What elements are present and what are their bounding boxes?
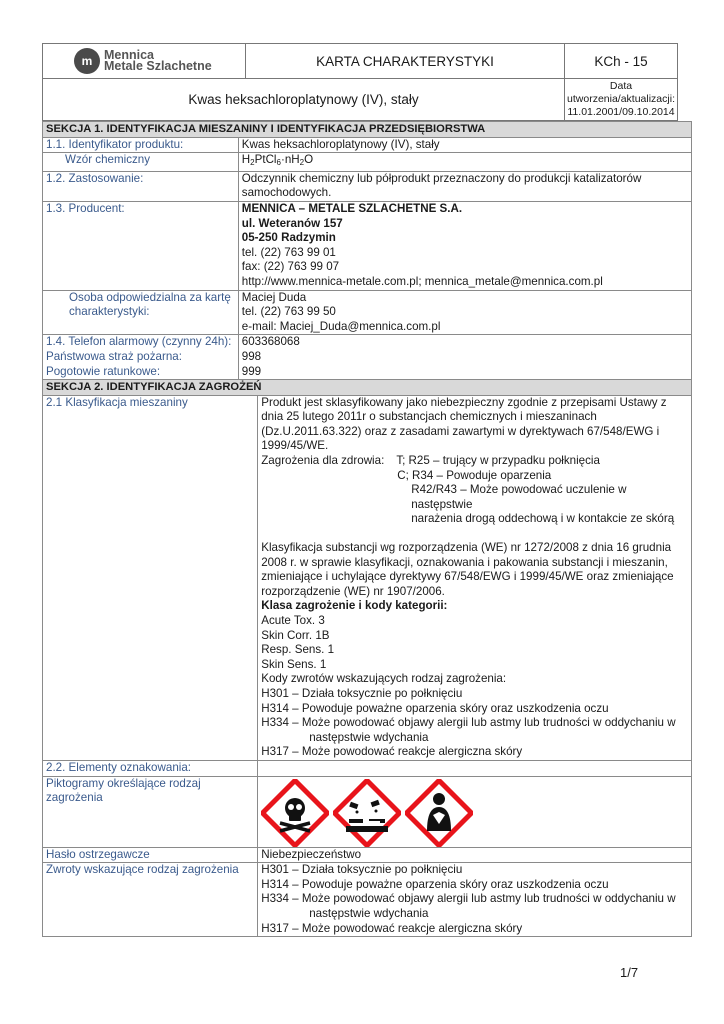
formula-label: Wzór chemiczny [43,153,239,172]
health-hazards-label: Zagrożenia dla zdrowia: [261,454,385,468]
skull-crossbones-icon [261,779,329,847]
phrase-h301: H301 – Działa toksycznie po połknięciu [261,863,463,877]
producer-tel: tel. (22) 763 99 01 [241,245,336,259]
category-resp-sens: Resp. Sens. 1 [261,643,335,657]
contact-name: Maciej Duda [241,290,307,304]
pictograms-label: Piktogramy określające rodzaj zagrożenia [43,776,258,847]
classification-label: 2.1 Klasyfikacja mieszaniny [43,395,258,760]
contact-value [238,290,691,335]
identifier-label: 1.1. Identyfikator produktu: [43,137,239,153]
logo-cell [43,44,246,79]
company-logo [44,45,244,77]
emergency-label-24h: 1.4. Telefon alarmowy (czynny 24h): [46,335,232,349]
health-hazard-1: T; R25 – trujący w przypadku połknięcia [396,454,600,468]
phrase-h314: H314 – Powoduje poważne oparzenia skóry oraz uszkodzenia oczu [261,877,609,891]
phrase-h317: H317 – Może powodować reakcje alergiczna skóry [261,921,523,935]
producer-web-email[interactable]: http://www.mennica-metale.com.pl; mennica_metale@mennica.com.pl [241,274,603,288]
hazard-h334: H334 – Może powodować objawy alergii lub astmy lub trudności w oddychaniu w [261,716,676,730]
classification-value [258,395,692,760]
date-block [565,79,678,121]
document-title: KARTA CHARAKTERYSTYKI [246,44,565,79]
product-title: Kwas heksachloroplatynowy (IV), stały [43,79,565,121]
logo-line-1: Mennica [104,48,155,62]
codes-heading: Kody zwrotów wskazujących rodzaj zagrożenia: [261,672,507,686]
phrase-h334-cont: następstwie wdychania [309,906,429,920]
phrase-h334: H334 – Może powodować objawy alergii lub astmy lub trudności w oddychaniu w [261,892,676,906]
producer-value [238,201,691,290]
section-2-heading: SEKCJA 2. IDENTYFIKACJA ZAGROŻEŃ [43,380,692,396]
producer-street: ul. Weteranów 157 [241,216,343,230]
emergency-labels [43,335,239,380]
hazard-phrases-label: Zwroty wskazujące rodzaj zagrożenia [43,863,258,937]
logo-mark-icon: m [74,48,100,74]
corrosion-icon [333,779,401,847]
signal-word-value: Niebezpieczeństwo [258,847,692,863]
producer-city: 05-250 Radzymin [241,231,336,245]
hazard-h317: H317 – Może powodować reakcje alergiczna skóry [261,745,523,759]
emergency-value-fire: 998 [241,349,262,363]
emergency-values [238,335,691,380]
hazard-h314: H314 – Powoduje poważne oparzenia skóry oraz uszkodzenia oczu [261,701,609,715]
signal-word-label: Hasło ostrzegawcze [43,847,258,863]
emergency-value-24h: 603368068 [241,335,300,349]
logo-line-2: Metale Szlachetne [104,59,212,73]
date-value: 11.01.2001/09.10.2014 [567,106,675,118]
document-header [42,43,678,121]
category-acute-tox: Acute Tox. 3 [261,614,325,627]
label-elements-label: 2.2. Elementy oznakowania: [43,760,258,776]
health-hazard-2: C; R34 – Powoduje oparzenia [397,468,552,482]
category-skin-corr: Skin Corr. 1B [261,628,330,642]
health-hazard-icon [405,779,473,847]
category-skin-sens: Skin Sens. 1 [261,657,327,671]
sds-table [42,121,692,937]
producer-fax: fax: (22) 763 99 07 [241,260,340,274]
contact-email[interactable]: e-mail: Maciej_Duda@mennica.com.pl [241,319,441,333]
page-number: 1/7 [620,965,639,980]
classification-intro: Produkt jest sklasyfikowany jako niebezpieczny zgodnie z przepisami Ustawy z dnia 25 lutego 2011r o substancjach chemicznych i mieszaninach (Dz.U.2011.63.322) oraz z zasadami zawartymi w dyrektywach 67/548/EWG i 1999/45/WE. [261,395,667,453]
emergency-value-ambulance: 999 [241,364,262,378]
producer-name: MENNICA – METALE SZLACHETNE S.A. [241,201,463,215]
emergency-label-fire: Państwowa straż pożarna: [46,349,182,363]
contact-label: Osoba odpowiedzialna za kartę charakterystyki: [43,290,239,335]
use-label: 1.2. Zastosowanie: [43,171,239,201]
hazard-phrases-value [258,863,692,937]
hazard-h334-cont: następstwie wdychania [309,730,429,744]
contact-tel: tel. (22) 763 99 50 [241,305,336,319]
hazard-h301: H301 – Działa toksycznie po połknięciu [261,686,463,700]
use-value: Odczynnik chemiczny lub półprodukt przeznaczony do produkcji katalizatorów samochodowych. [238,171,691,201]
pictograms-cell [258,776,692,847]
formula-value: $H_2PtCl_6\cdot nH_2O$ [238,153,691,172]
producer-label: 1.3. Producent: [43,201,239,290]
emergency-label-ambulance: Pogotowie ratunkowe: [46,364,161,378]
clp-intro: Klasyfikacja substancji wg rozporządzenia (WE) nr 1272/2008 z dnia 16 grudnia 2008 r. w sprawie klasyfikacji, oznakowania i pakowania substancji i mieszanin, zmieniające i uchylające dyrektywy 67/548/EWG i 1999/45/WE oraz zmieniające rozporządzenie (WE) nr 1907/2006. [261,541,674,598]
health-hazard-3: R42/R43 – Może powodować uczulenie w następstwie [411,483,627,511]
date-label: Data utworzenia/aktualizacji: [567,80,675,105]
document-code: KCh - 15 [565,44,678,79]
health-hazard-3b: narażenia drogą oddechową i w kontakcie ze skórą [411,512,675,526]
clp-heading: Klasa zagrożenie i kody kategorii: [261,599,448,613]
identifier-value: Kwas heksachloroplatynowy (IV), stały [238,137,691,153]
section-1-heading: SEKCJA 1. IDENTYFIKACJA MIESZANINY I IDENTYFIKACJA PRZEDSIĘBIORSTWA [43,122,692,138]
